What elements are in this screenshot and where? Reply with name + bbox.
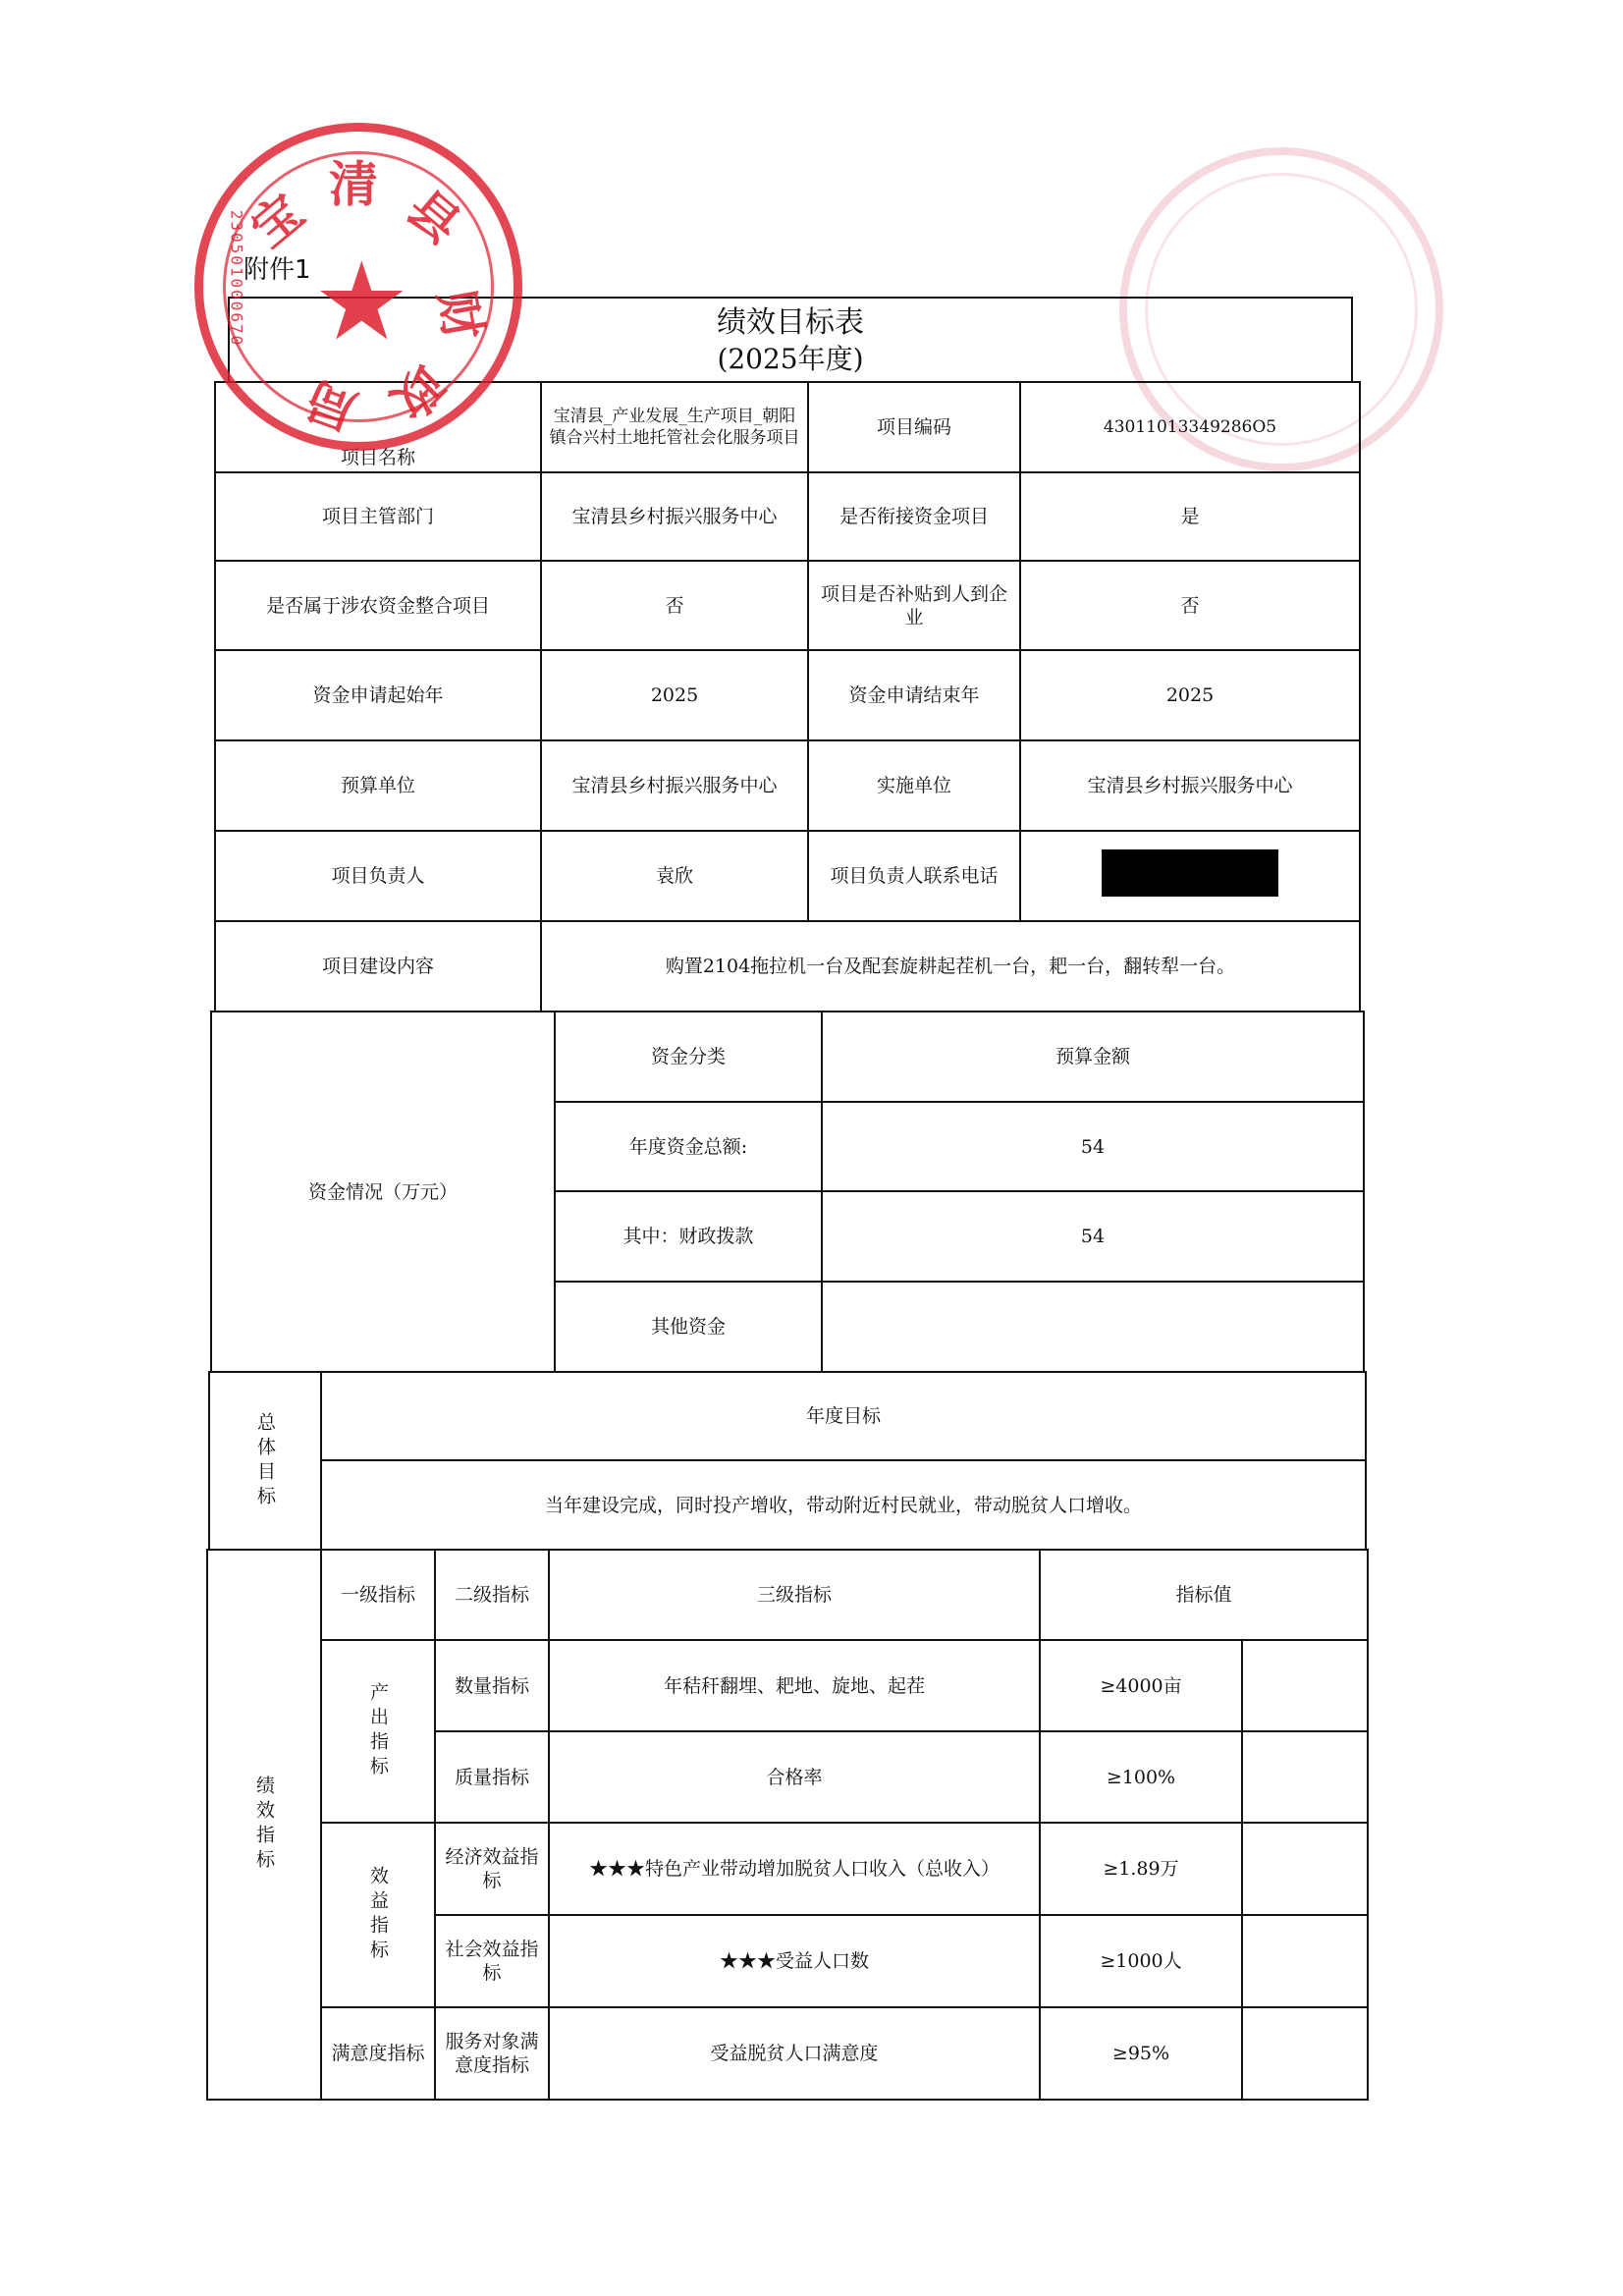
fund-row-label: 其他资金	[555, 1282, 822, 1372]
level2-cell: 质量指标	[435, 1731, 549, 1823]
end-year-value: 2025	[1020, 650, 1360, 740]
level3-cell: 年秸秆翻埋、耙地、旋地、起茬	[549, 1640, 1040, 1731]
fund-row-label: 其中：财政拨款	[555, 1191, 822, 1282]
phone-label: 项目负责人联系电话	[808, 831, 1020, 921]
fund-row-value	[822, 1282, 1364, 1372]
table-row	[215, 472, 1360, 561]
dept-label: 项目主管部门	[215, 472, 541, 561]
indicators-section-label: 绩效指标	[207, 1550, 321, 2100]
empty-cell	[1242, 2007, 1368, 2100]
agri-fund-value: 否	[541, 561, 808, 650]
indicator-value: ≥4000亩	[1040, 1640, 1242, 1731]
table-row	[207, 2007, 1368, 2100]
table-row	[215, 650, 1360, 740]
fund-table	[210, 1011, 1365, 1373]
table-row	[209, 1460, 1366, 1550]
header-value: 指标值	[1040, 1550, 1368, 1640]
fund-row-label: 年度资金总额:	[555, 1102, 822, 1191]
level2-cell: 数量指标	[435, 1640, 549, 1731]
empty-cell	[1242, 1915, 1368, 2007]
table-row	[215, 740, 1360, 831]
start-year-value: 2025	[541, 650, 808, 740]
dept-value: 宝清县乡村振兴服务中心	[541, 472, 808, 561]
table-row	[215, 831, 1360, 921]
level3-cell: 合格率	[549, 1731, 1040, 1823]
overall-goal-table	[208, 1371, 1367, 1551]
level1-benefit: 效益指标	[321, 1823, 435, 2007]
empty-cell	[1242, 1823, 1368, 1915]
level1-satisfaction: 满意度指标	[321, 2007, 435, 2100]
project-name: 宝清县_产业发展_生产项目_朝阳镇合兴村土地托管社会化服务项目	[541, 382, 808, 472]
seal-char: 县	[396, 179, 471, 255]
table-row	[207, 1823, 1368, 1915]
level3-cell: ★★★特色产业带动增加脱贫人口收入（总收入）	[549, 1823, 1040, 1915]
level3-cell: ★★★受益人口数	[549, 1915, 1040, 2007]
project-name-label: 项目名称	[215, 382, 541, 472]
table-row	[209, 1372, 1366, 1460]
content-label: 项目建设内容	[215, 921, 541, 1011]
indicators-table	[206, 1549, 1369, 2101]
header-level3: 三级指标	[549, 1550, 1040, 1640]
agri-fund-label: 是否属于涉农资金整合项目	[215, 561, 541, 650]
form-year: (2025年度)	[717, 343, 864, 375]
seal-char: 政	[379, 354, 457, 431]
seal-char: 宝	[240, 183, 315, 259]
fund-row-value: 54	[822, 1191, 1364, 1282]
level2-cell: 社会效益指标	[435, 1915, 549, 2007]
table-row	[207, 1640, 1368, 1731]
table-row	[215, 561, 1360, 650]
direct-fund-value: 是	[1020, 472, 1360, 561]
goal-text: 当年建设完成，同时投产增收，带动附近村民就业，带动脱贫人口增收。	[321, 1460, 1366, 1550]
level3-cell: 受益脱贫人口满意度	[549, 2007, 1040, 2100]
level2-cell: 经济效益指标	[435, 1823, 549, 1915]
attachment-label: 附件1	[243, 255, 311, 285]
header-level2: 二级指标	[435, 1550, 549, 1640]
seal-code: 230501000670	[227, 209, 246, 348]
indicator-value: ≥95%	[1040, 2007, 1242, 2100]
indicator-value: ≥100%	[1040, 1731, 1242, 1823]
basic-info-table	[214, 381, 1361, 1012]
leader-value: 袁欣	[541, 831, 808, 921]
budget-unit-value: 宝清县乡村振兴服务中心	[541, 740, 808, 831]
seal-char: 局	[298, 369, 364, 441]
empty-cell	[1242, 1731, 1368, 1823]
phone-value	[1020, 831, 1360, 921]
budget-unit-label: 预算单位	[215, 740, 541, 831]
indicator-value: ≥1.89万	[1040, 1823, 1242, 1915]
impl-unit-value: 宝清县乡村振兴服务中心	[1020, 740, 1360, 831]
project-code: 43011013349286O5	[1020, 382, 1360, 472]
table-row	[207, 1550, 1368, 1640]
seal-char: 清	[329, 155, 378, 213]
fund-row-value: 54	[822, 1102, 1364, 1191]
fund-section-label: 资金情况（万元）	[211, 1011, 555, 1372]
indicator-value: ≥1000人	[1040, 1915, 1242, 2007]
redaction-block	[1102, 849, 1278, 897]
official-seal-stamp	[194, 123, 522, 451]
star-icon: ★	[313, 239, 410, 364]
level2-cell: 服务对象满意度指标	[435, 2007, 549, 2100]
empty-cell	[1242, 1640, 1368, 1731]
subsidy-label: 项目是否补贴到人到企业	[808, 561, 1020, 650]
header-level1: 一级指标	[321, 1550, 435, 1640]
end-year-label: 资金申请结束年	[808, 650, 1020, 740]
goal-section-label: 总体目标	[209, 1372, 321, 1550]
direct-fund-label: 是否衔接资金项目	[808, 472, 1020, 561]
form-title: 绩效目标表	[717, 305, 864, 340]
table-row	[211, 1011, 1364, 1102]
project-code-label: 项目编码	[808, 382, 1020, 472]
goal-header: 年度目标	[321, 1372, 1366, 1460]
impl-unit-label: 实施单位	[808, 740, 1020, 831]
table-row	[215, 921, 1360, 1011]
content-value: 购置2104拖拉机一台及配套旋耕起茬机一台，耙一台，翻转犁一台。	[541, 921, 1360, 1011]
start-year-label: 资金申请起始年	[215, 650, 541, 740]
fund-col-header-amount: 预算金额	[822, 1011, 1364, 1102]
level1-output: 产出指标	[321, 1640, 435, 1823]
subsidy-value: 否	[1020, 561, 1360, 650]
seal-char: 财	[427, 285, 493, 345]
fund-col-header-category: 资金分类	[555, 1011, 822, 1102]
leader-label: 项目负责人	[215, 831, 541, 921]
